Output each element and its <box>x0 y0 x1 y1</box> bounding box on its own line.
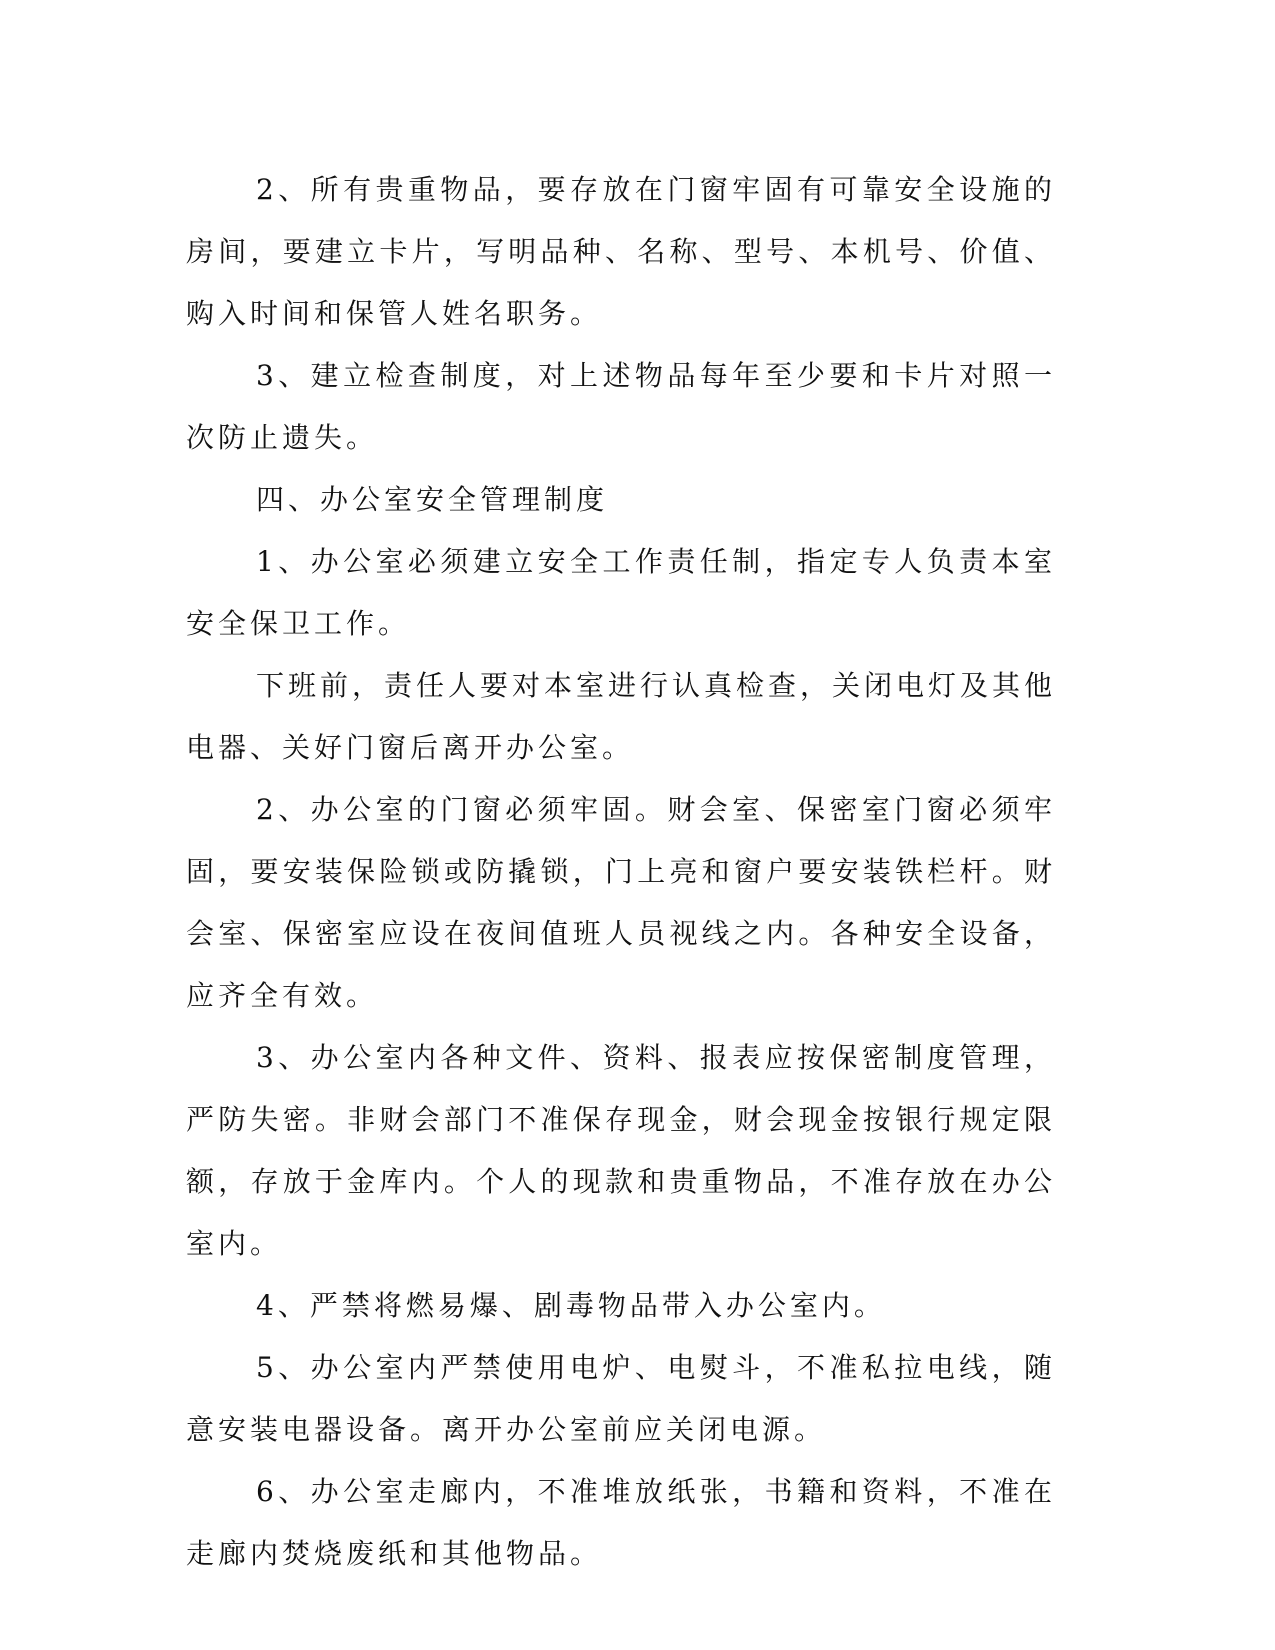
paragraph-valuables-storage: 2、所有贵重物品，要存放在门窗牢固有可靠安全设施的房间，要建立卡片，写明品种、名称、型号、本机号、价值、购入时间和保管人姓名职务。 <box>186 173 1056 330</box>
paragraph-doors-windows: 2、办公室的门窗必须牢固。财会室、保密室门窗必须牢固，要安装保险锁或防撬锁，门上亮和窗户要安装铁栏杆。财会室、保密室应设在夜间值班人员视线之内。各种安全设备，应齐全有效。 <box>186 793 1056 1012</box>
document-body <box>186 159 1056 1585</box>
section-heading-office-safety: 四、办公室安全管理制度 <box>256 483 609 516</box>
paragraph-corridor-rules: 6、办公室走廊内，不准堆放纸张，书籍和资料，不准在走廊内焚烧废纸和其他物品。 <box>186 1475 1056 1570</box>
paragraph-electrical-appliances: 5、办公室内严禁使用电炉、电熨斗，不准私拉电线，随意安装电器设备。离开办公室前应关闭电源。 <box>186 1351 1056 1446</box>
paragraph-responsibility-system: 1、办公室必须建立安全工作责任制，指定专人负责本室安全保卫工作。 <box>186 545 1056 640</box>
paragraph-before-leaving: 下班前，责任人要对本室进行认真检查，关闭电灯及其他电器、关好门窗后离开办公室。 <box>186 669 1057 764</box>
paragraph-hazardous-items: 4、严禁将燃易爆、剧毒物品带入办公室内。 <box>256 1289 886 1322</box>
paragraph-inspection-system: 3、建立检查制度，对上述物品每年至少要和卡片对照一次防止遗失。 <box>186 359 1056 454</box>
paragraph-confidential-documents: 3、办公室内各种文件、资料、报表应按保密制度管理，严防失密。非财会部门不准保存现金，财会现金按银行规定限额，存放于金库内。个人的现款和贵重物品，不准存放在办公室内。 <box>186 1041 1056 1260</box>
